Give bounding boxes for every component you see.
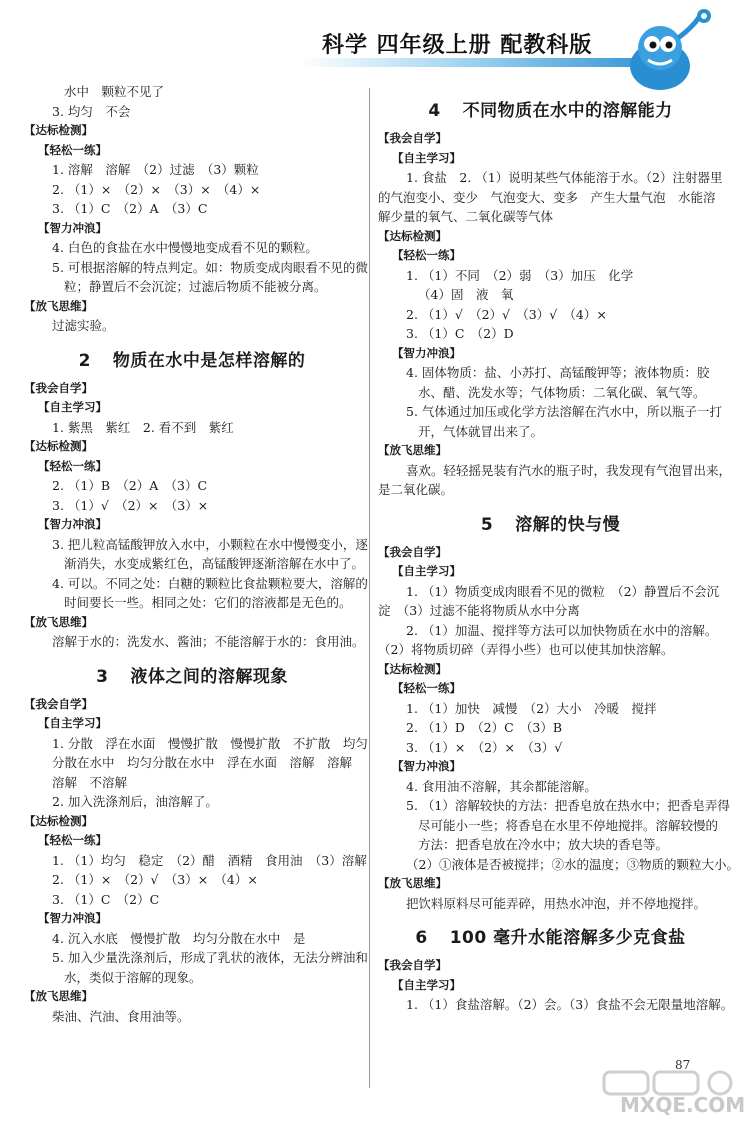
- answer-line: 3. 把儿粒高锰酸钾放入水中，小颗粒在水中慢慢变小，逐: [52, 536, 368, 552]
- answer-line: 2. （1）加温、搅拌等方法可以加快物质在水中的溶解。: [406, 622, 718, 638]
- answer-line: 4. 可以。不同之处：白糖的颗粒比食盐颗粒要大，溶解的: [52, 575, 368, 591]
- answer-line: 解少量的氧气、二氧化碳等气体: [378, 209, 554, 224]
- answer-line: 是二氧化碳。: [378, 482, 454, 497]
- answer-line: 柴油、汽油、食用油等。: [52, 1008, 190, 1024]
- answer-line: 5. 可根据溶解的特点判定。如：物质变成肉眼看不见的微: [52, 259, 368, 275]
- answer-line: （2）将物质切碎（弄得小些）也可以使其加快溶解。: [378, 642, 674, 657]
- answer-line: 溶解于水的：洗发水、酱油；不能溶解于水的：食用油。: [52, 634, 365, 649]
- header-band: [300, 58, 670, 67]
- answer-line: 淀 （3）过滤不能将物质从水中分离: [378, 603, 580, 618]
- subsection-tag: 【轻松一练】: [38, 458, 107, 473]
- header-title: 科学 四年级上册 配教科版: [322, 33, 593, 58]
- section-tag: 【达标检测】: [378, 661, 447, 676]
- answer-line: 时间要长一些。相同之处：它们的溶液都是无色的。: [64, 595, 352, 610]
- answer-line: 尽可能小一些；将香皂在水里不停地搅拌。溶解较慢的: [418, 817, 719, 833]
- subsection-tag: 【自主学习】: [38, 400, 107, 414]
- answer-line: 方法：把香皂放在冷水中；放大块的香皂等。: [418, 837, 669, 852]
- answer-line: 2. 加入洗涤剂后，油溶解了。: [52, 794, 218, 809]
- answer-line: 的气泡变小、变少 气泡变大、变多 产生大量气泡 水能溶: [378, 189, 716, 205]
- section-tag: 【放飞思维】: [378, 876, 447, 890]
- subsection-tag: 【智力冲浪】: [38, 517, 107, 531]
- answer-line: 溶解 不溶解: [52, 774, 128, 790]
- answer-line: 2. （1）× （2）√ （3）× （4）×: [52, 872, 258, 887]
- answer-line: 2. （1）× （2）× （3）× （4）×: [52, 181, 261, 197]
- subsection-tag: 【轻松一练】: [38, 833, 107, 847]
- section-tag: 【我会自学】: [24, 696, 93, 711]
- right-column: [378, 82, 739, 1015]
- answer-line: 1. （1）食盐溶解。（2）会。（3）食盐不会无限量地溶解。: [406, 997, 734, 1012]
- section-tag: 【达标检测】: [378, 228, 447, 243]
- section-tag: 【放飞思维】: [24, 614, 93, 629]
- answer-line: 喜欢。轻轻摇晃装有汽水的瓶子时，我发现有气泡冒出来，: [406, 462, 732, 478]
- section-heading: [378, 510, 723, 535]
- section-number: 5: [480, 514, 494, 535]
- section-title: 不同物质在水中的溶解能力: [462, 101, 673, 121]
- section-tag: 【我会自学】: [24, 380, 93, 395]
- watermark-text: MXQE.COM: [620, 1093, 746, 1117]
- subsection-tag: 【轻松一练】: [38, 142, 107, 157]
- column-divider: [369, 88, 370, 1088]
- answer-line: 4. 沉入水底 慢慢扩散 均匀分散在水中 是: [52, 930, 306, 946]
- section-number: 2: [78, 350, 91, 371]
- subsection-tag: 【轻松一练】: [392, 248, 461, 262]
- subsection-tag: 【智力冲浪】: [392, 345, 461, 360]
- section-title: 100 毫升水能溶解多少克食盐: [449, 928, 686, 948]
- section-tag: 【达标检测】: [24, 813, 93, 828]
- section-tag: 【放飞思维】: [24, 298, 93, 313]
- answer-line: 1. 分散 浮在水面 慢慢扩散 慢慢扩散 不扩散 均匀: [52, 735, 368, 751]
- answer-line: 3. （1）C （2）C: [52, 891, 160, 907]
- section-number: 3: [96, 666, 109, 687]
- answer-line: 粒；静置后不会沉淀；过滤后物质不能被分离。: [64, 279, 327, 294]
- answer-line: 4. 白色的食盐在水中慢慢地变成看不见的颗粒。: [52, 240, 318, 255]
- answer-line: 3. （1）C （2）A （3）C: [52, 201, 208, 216]
- section-tag: 【达标检测】: [24, 439, 93, 453]
- answer-line: 把饮料原料尽可能弄碎，用热水冲泡，并不停地搅拌。: [406, 895, 707, 911]
- section-heading: [24, 662, 360, 687]
- answer-line: 水中 颗粒不见了: [64, 84, 165, 99]
- section-heading: [378, 923, 723, 948]
- section-heading: [24, 346, 360, 371]
- subsection-tag: 【自主学习】: [392, 564, 461, 578]
- section-tag: 【我会自学】: [378, 131, 447, 145]
- section-heading: [378, 96, 723, 121]
- answer-line: 1. （1）物质变成肉眼看不见的微粒 （2）静置后不会沉: [406, 583, 720, 599]
- answer-line: 1. 食盐 2. （1）说明某些气体能溶于水。（2）注射器里: [406, 170, 723, 185]
- subsection-tag: 【自主学习】: [392, 977, 461, 992]
- answer-line: （4）固 液 氧: [418, 287, 514, 302]
- section-title: 液体之间的溶解现象: [130, 666, 288, 687]
- subsection-tag: 【智力冲浪】: [38, 911, 107, 925]
- section-tag: 【我会自学】: [378, 544, 447, 559]
- left-column: [24, 82, 368, 1026]
- answer-line: 1. （1）不同 （2）弱 （3）加压 化学: [406, 267, 634, 283]
- answer-line: 3. （1）C （2）D: [406, 326, 514, 341]
- section-tag: 【放飞思维】: [378, 443, 447, 457]
- section-tag: 【放飞思维】: [24, 989, 93, 1003]
- subsection-tag: 【自主学习】: [38, 716, 107, 730]
- subsection-tag: 【轻松一练】: [392, 681, 461, 695]
- answer-line: 渐消失，水变成紫红色，高锰酸钾逐渐溶解在水中了。: [64, 556, 365, 571]
- answer-line: 4. 食用油不溶解，其余都能溶解。: [406, 778, 597, 794]
- answer-line: 1. （1）均匀 稳定 （2）醋 酒精 食用油 （3）溶解: [52, 852, 367, 868]
- answer-line: 1. （1）加快 减慢 （2）大小 冷暖 搅拌: [406, 700, 657, 716]
- answer-line: 2. （1）B （2）A （3）C: [52, 478, 208, 493]
- section-title: 溶解的快与慢: [515, 514, 621, 535]
- answer-line: 3. （1）× （2）× （3）√: [406, 739, 563, 755]
- subsection-tag: 【自主学习】: [392, 150, 461, 165]
- answer-line: 5. （1）溶解较快的方法：把香皂放在热水中；把香皂弄得: [406, 798, 730, 813]
- answer-line: 2. （1）√ （2）√ （3）√ （4）×: [406, 306, 607, 322]
- answer-line: 水，类似于溶解的现象。: [64, 969, 202, 985]
- mascot-icon: [620, 8, 730, 93]
- answer-line: 5. 气体通过加压或化学方法溶解在汽水中，所以瓶子一打: [406, 404, 722, 419]
- answer-line: 2. （1）D （2）C （3）B: [406, 720, 563, 735]
- answer-line: 1. 紫黑 紫红 2. 看不到 紫红: [52, 419, 234, 435]
- answer-line: 分散在水中 均匀分散在水中 浮在水面 溶解 溶解: [52, 755, 353, 770]
- answer-line: （2）①液体是否被搅拌；②水的温度；③物质的颗粒大小。: [406, 856, 739, 872]
- answer-line: 过滤实验。: [52, 318, 115, 333]
- subsection-tag: 【智力冲浪】: [392, 759, 461, 773]
- section-tag: 【达标检测】: [24, 123, 93, 137]
- answer-line: 3. 均匀 不会: [52, 103, 131, 119]
- section-tag: 【我会自学】: [378, 958, 447, 972]
- answer-line: 1. 溶解 溶解 （2）过滤 （3）颗粒: [52, 162, 259, 177]
- section-number: 6: [415, 928, 428, 948]
- answer-line: 水、醋、洗发水等；气体物质：二氧化碳、氧气等。: [418, 384, 706, 400]
- answer-line: 开，气体就冒出来了。: [418, 423, 544, 439]
- subsection-tag: 【智力冲浪】: [38, 220, 107, 235]
- answer-line: 3. （1）√ （2）× （3）×: [52, 497, 209, 513]
- answer-line: 5. 加入少量洗涤剂后，形成了乳状的液体，无法分辨油和: [52, 950, 368, 965]
- section-title: 物质在水中是怎样溶解的: [112, 350, 306, 371]
- page-number: 87: [675, 1058, 691, 1072]
- section-number: 4: [428, 101, 441, 121]
- answer-line: 4. 固体物质：盐、小苏打、高锰酸钾等；液体物质：胶: [406, 365, 710, 380]
